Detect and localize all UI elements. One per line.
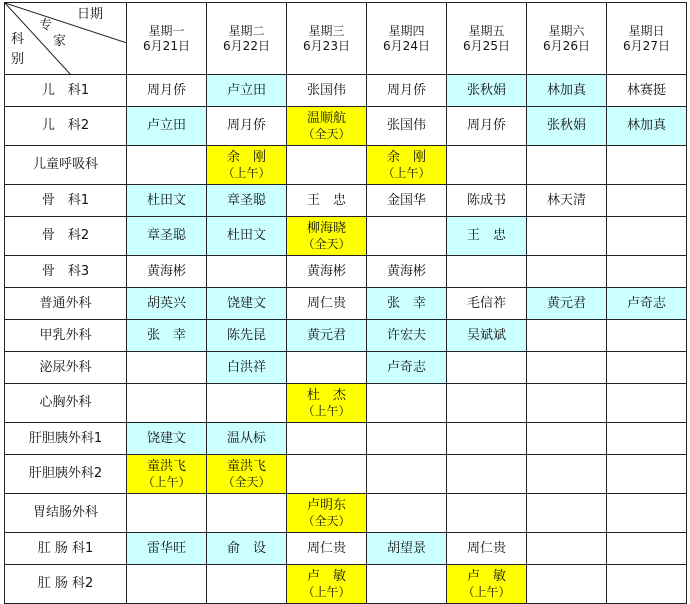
department-cell: 肝胆胰外科1	[5, 423, 127, 455]
day-date: 6月25日	[463, 38, 510, 53]
doctor-cell	[367, 107, 447, 146]
schedule-sheet	[4, 2, 687, 604]
session-note: （上午）	[222, 166, 271, 180]
doctor-name: 陈成书	[466, 192, 506, 208]
doctor-name: 周月侨	[466, 118, 506, 133]
doctor-cell	[367, 217, 447, 256]
doctor-cell	[207, 455, 287, 494]
corner-label-dept-2: 别	[11, 52, 25, 67]
doctor-cell	[607, 107, 687, 146]
doctor-cell	[607, 320, 687, 352]
doctor-cell	[127, 256, 207, 288]
doctor-cell	[127, 217, 207, 256]
doctor-cell	[287, 217, 367, 256]
doctor-cell	[527, 75, 607, 107]
doctor-cell	[287, 320, 367, 352]
doctor-cell	[447, 146, 527, 185]
department-cell: 甲乳外科	[5, 320, 127, 352]
doctor-cell	[207, 352, 287, 384]
doctor-cell	[527, 217, 607, 256]
doctor-name: 许宏夫	[386, 327, 426, 343]
schedule-table	[4, 2, 687, 604]
doctor-name: 陈先昆	[226, 327, 266, 343]
doctor-cell	[127, 320, 207, 352]
day-name: 星期五	[468, 23, 505, 38]
day-date: 6月24日	[383, 38, 430, 53]
day-date: 6月26日	[543, 38, 590, 53]
schedule-row	[5, 320, 687, 352]
schedule-row	[5, 423, 687, 455]
doctor-name: 周月侨	[146, 82, 186, 98]
doctor-name: 余 刚	[226, 150, 266, 165]
doctor-name: 卢 敏	[466, 569, 506, 584]
doctor-name: 卢立田	[146, 118, 186, 133]
day-header	[207, 3, 287, 75]
doctor-cell	[207, 185, 287, 217]
doctor-cell	[447, 107, 527, 146]
session-note: （上午）	[142, 475, 191, 489]
doctor-cell	[447, 384, 527, 423]
corner-header-cell	[5, 3, 127, 75]
doctor-name: 黄海彬	[146, 263, 186, 279]
doctor-cell	[527, 352, 607, 384]
doctor-cell	[607, 423, 687, 455]
department-cell: 骨 科1	[5, 185, 127, 217]
doctor-cell	[367, 384, 447, 423]
corner-label-expert-2: 家	[53, 34, 67, 49]
doctor-name: 周仁贵	[306, 295, 346, 311]
doctor-name: 饶建文	[146, 430, 186, 446]
corner-label-date: 日期	[77, 7, 104, 22]
doctor-name: 林加真	[546, 82, 586, 98]
day-name: 星期三	[308, 23, 345, 38]
doctor-cell	[287, 494, 367, 533]
doctor-cell	[527, 565, 607, 604]
doctor-cell	[207, 384, 287, 423]
day-name: 星期四	[388, 23, 425, 38]
doctor-cell	[607, 494, 687, 533]
doctor-cell	[607, 146, 687, 185]
doctor-cell	[367, 423, 447, 455]
doctor-name: 吴斌斌	[466, 327, 506, 343]
doctor-cell	[447, 288, 527, 320]
doctor-cell	[207, 533, 287, 565]
doctor-cell	[607, 256, 687, 288]
department-cell: 儿 科2	[5, 107, 127, 146]
doctor-cell	[527, 288, 607, 320]
department-cell: 骨 科2	[5, 217, 127, 256]
corner-label-dept-1: 科	[11, 32, 25, 47]
doctor-cell	[607, 384, 687, 423]
day-date: 6月21日	[143, 38, 190, 53]
doctor-name: 卢奇志	[626, 295, 666, 311]
session-note: （全天）	[302, 514, 351, 528]
doctor-name: 金国华	[386, 192, 426, 208]
header-row	[5, 3, 687, 75]
doctor-cell	[287, 565, 367, 604]
doctor-cell	[287, 455, 367, 494]
doctor-name: 黄海彬	[306, 263, 346, 279]
doctor-name: 张国伟	[386, 118, 426, 133]
doctor-cell	[527, 146, 607, 185]
doctor-cell	[367, 185, 447, 217]
doctor-cell	[287, 533, 367, 565]
doctor-name: 卢立田	[226, 82, 266, 98]
doctor-cell	[367, 494, 447, 533]
doctor-name: 章圣聪	[146, 228, 186, 243]
session-note: （上午）	[302, 585, 351, 599]
corner-label-expert-1: 专	[39, 18, 53, 33]
doctor-name: 黄元君	[546, 295, 586, 311]
doctor-cell	[367, 533, 447, 565]
doctor-name: 周仁贵	[466, 540, 506, 556]
doctor-cell	[287, 384, 367, 423]
doctor-cell	[127, 423, 207, 455]
doctor-cell	[207, 565, 287, 604]
session-note: （全天）	[302, 237, 351, 251]
doctor-cell	[127, 494, 207, 533]
department-cell: 泌尿外科	[5, 352, 127, 384]
doctor-cell	[367, 256, 447, 288]
doctor-name: 张 幸	[386, 295, 426, 311]
doctor-name: 林赛挺	[626, 82, 666, 98]
schedule-row	[5, 288, 687, 320]
doctor-cell	[447, 565, 527, 604]
doctor-cell	[607, 185, 687, 217]
doctor-cell	[527, 384, 607, 423]
schedule-row	[5, 533, 687, 565]
doctor-name: 柳海晓	[306, 221, 346, 236]
doctor-cell	[367, 455, 447, 494]
doctor-cell	[287, 107, 367, 146]
doctor-name: 温顺航	[306, 111, 346, 126]
doctor-cell	[127, 75, 207, 107]
day-name: 星期日	[628, 23, 665, 38]
doctor-cell	[607, 565, 687, 604]
doctor-cell	[287, 423, 367, 455]
doctor-cell	[447, 256, 527, 288]
department-cell: 儿 科1	[5, 75, 127, 107]
doctor-cell	[607, 533, 687, 565]
doctor-cell	[447, 217, 527, 256]
doctor-cell	[447, 352, 527, 384]
doctor-cell	[127, 146, 207, 185]
doctor-cell	[127, 384, 207, 423]
doctor-cell	[527, 455, 607, 494]
day-date: 6月23日	[303, 38, 350, 53]
doctor-name: 温从标	[226, 430, 266, 446]
doctor-name: 林天清	[546, 192, 586, 208]
doctor-cell	[287, 185, 367, 217]
doctor-name: 胡英兴	[146, 295, 186, 311]
schedule-row	[5, 352, 687, 384]
doctor-name: 饶建文	[226, 295, 266, 311]
doctor-cell	[127, 565, 207, 604]
doctor-name: 黄元君	[306, 327, 346, 343]
day-header	[127, 3, 207, 75]
schedule-row	[5, 185, 687, 217]
doctor-cell	[527, 256, 607, 288]
doctor-cell	[127, 455, 207, 494]
doctor-name: 黄海彬	[386, 263, 426, 279]
doctor-cell	[287, 256, 367, 288]
doctor-cell	[207, 146, 287, 185]
doctor-cell	[527, 494, 607, 533]
schedule-row	[5, 494, 687, 533]
doctor-cell	[447, 185, 527, 217]
doctor-cell	[367, 146, 447, 185]
doctor-cell	[127, 107, 207, 146]
session-note: （全天）	[222, 475, 271, 489]
doctor-name: 王 忠	[306, 192, 346, 208]
doctor-name: 卢奇志	[386, 359, 426, 375]
doctor-cell	[527, 320, 607, 352]
doctor-cell	[447, 75, 527, 107]
schedule-row	[5, 565, 687, 604]
doctor-cell	[607, 352, 687, 384]
department-cell: 儿童呼吸科	[5, 146, 127, 185]
doctor-cell	[207, 288, 287, 320]
department-cell: 肝胆胰外科2	[5, 455, 127, 494]
doctor-cell	[527, 185, 607, 217]
doctor-name: 王 忠	[466, 228, 506, 243]
doctor-cell	[367, 565, 447, 604]
doctor-cell	[447, 455, 527, 494]
department-cell: 肛 肠 科2	[5, 565, 127, 604]
doctor-name: 周仁贵	[306, 540, 346, 556]
schedule-row	[5, 107, 687, 146]
doctor-cell	[287, 146, 367, 185]
doctor-cell	[207, 494, 287, 533]
doctor-name: 张秋娟	[466, 82, 506, 98]
department-cell: 骨 科3	[5, 256, 127, 288]
doctor-name: 张国伟	[306, 82, 346, 98]
session-note: （上午）	[382, 166, 431, 180]
session-note: （全天）	[302, 127, 351, 141]
doctor-cell	[207, 75, 287, 107]
doctor-name: 杜 杰	[306, 388, 346, 403]
doctor-name: 毛信祚	[466, 295, 506, 311]
schedule-body	[5, 75, 687, 604]
doctor-name: 章圣聪	[226, 192, 266, 208]
doctor-cell	[527, 423, 607, 455]
doctor-cell	[127, 352, 207, 384]
schedule-row	[5, 455, 687, 494]
day-header	[527, 3, 607, 75]
doctor-cell	[527, 107, 607, 146]
doctor-cell	[287, 352, 367, 384]
doctor-cell	[207, 217, 287, 256]
doctor-cell	[207, 107, 287, 146]
doctor-cell	[367, 75, 447, 107]
day-header	[287, 3, 367, 75]
doctor-cell	[447, 320, 527, 352]
doctor-cell	[527, 533, 607, 565]
doctor-name: 童洪飞	[226, 459, 266, 474]
session-note: （上午）	[462, 585, 511, 599]
doctor-cell	[367, 320, 447, 352]
day-date: 6月22日	[223, 38, 270, 53]
doctor-cell	[287, 75, 367, 107]
day-date: 6月27日	[623, 38, 670, 53]
schedule-row	[5, 384, 687, 423]
doctor-cell	[207, 320, 287, 352]
day-header	[607, 3, 687, 75]
doctor-cell	[287, 288, 367, 320]
department-cell: 心胸外科	[5, 384, 127, 423]
department-cell: 肛 肠 科1	[5, 533, 127, 565]
doctor-name: 杜田文	[146, 192, 186, 208]
schedule-row	[5, 256, 687, 288]
doctor-name: 杜田文	[226, 228, 266, 243]
doctor-name: 周月侨	[226, 118, 266, 133]
doctor-cell	[127, 533, 207, 565]
doctor-cell	[127, 288, 207, 320]
schedule-row	[5, 217, 687, 256]
doctor-cell	[207, 423, 287, 455]
doctor-cell	[607, 288, 687, 320]
doctor-name: 卢 敏	[306, 569, 346, 584]
doctor-cell	[127, 185, 207, 217]
department-cell: 普通外科	[5, 288, 127, 320]
session-note: （上午）	[302, 404, 351, 418]
doctor-cell	[367, 288, 447, 320]
doctor-cell	[367, 352, 447, 384]
doctor-name: 张秋娟	[546, 118, 586, 133]
doctor-cell	[207, 256, 287, 288]
department-cell: 胃结肠外科	[5, 494, 127, 533]
doctor-cell	[607, 217, 687, 256]
day-name: 星期六	[548, 23, 585, 38]
doctor-cell	[447, 423, 527, 455]
doctor-name: 雷华旺	[146, 540, 186, 556]
day-name: 星期二	[228, 23, 265, 38]
day-header	[447, 3, 527, 75]
doctor-name: 周月侨	[386, 82, 426, 98]
doctor-name: 俞 设	[226, 540, 266, 556]
doctor-name: 张 幸	[146, 327, 186, 343]
schedule-row	[5, 146, 687, 185]
doctor-cell	[447, 533, 527, 565]
doctor-cell	[607, 75, 687, 107]
doctor-name: 余 刚	[386, 150, 426, 165]
doctor-name: 卢明东	[306, 498, 346, 513]
schedule-row	[5, 75, 687, 107]
doctor-cell	[447, 494, 527, 533]
doctor-name: 童洪飞	[146, 459, 186, 474]
day-name: 星期一	[148, 23, 185, 38]
day-header	[367, 3, 447, 75]
doctor-cell	[607, 455, 687, 494]
doctor-name: 林加真	[626, 118, 666, 133]
doctor-name: 白洪祥	[226, 359, 266, 375]
doctor-name: 胡望景	[386, 540, 426, 556]
